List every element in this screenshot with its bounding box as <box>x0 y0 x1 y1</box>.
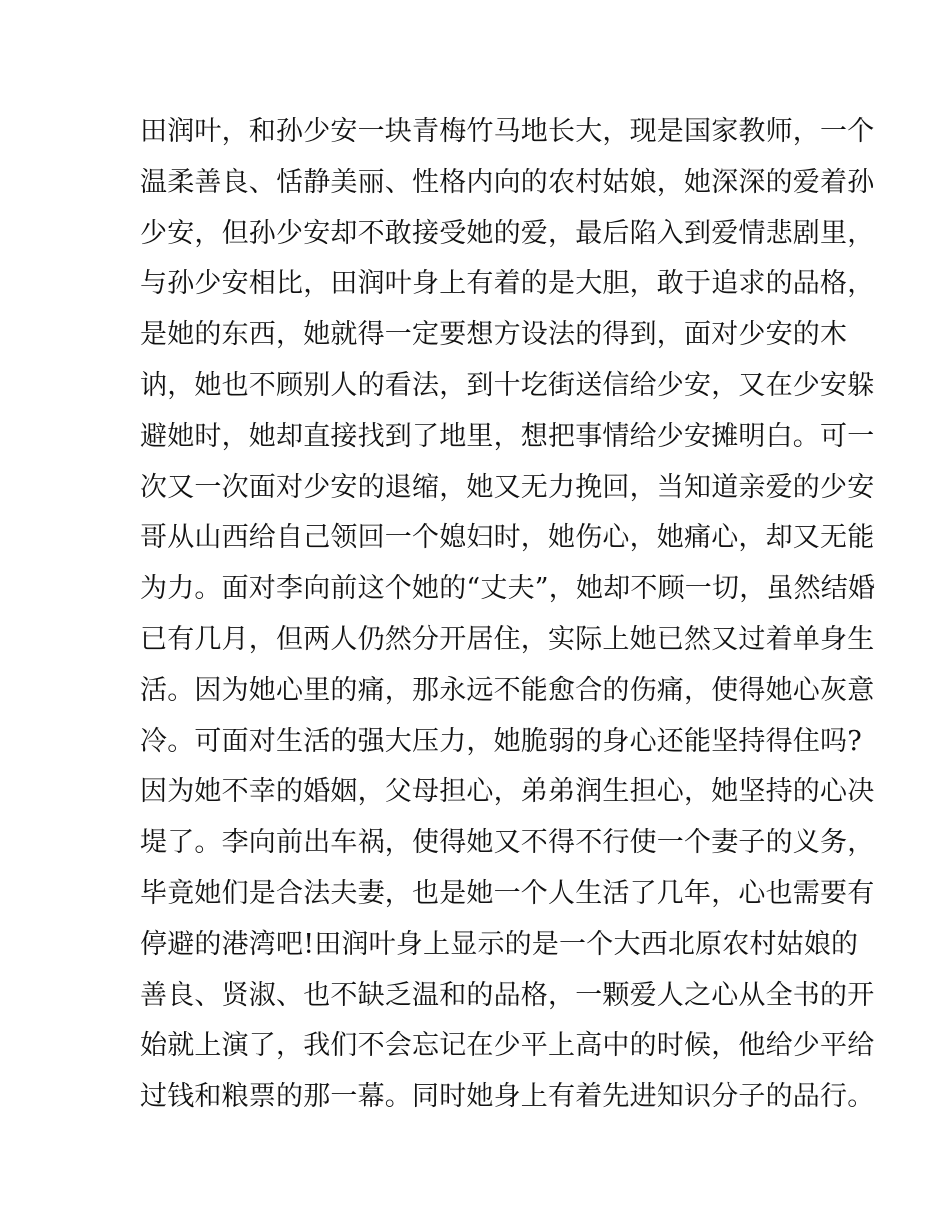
text-line-8: 次又一次面对少安的退缩，她又无力挽回，当知道亲爱的少安 <box>140 471 875 503</box>
text-line-20: 过钱和粮票的那一幕。同时她身上有着先进知识分子的品行。 <box>140 1081 875 1113</box>
text-line-14: 因为她不幸的婚姻，父母担心，弟弟润生担心，她坚持的心决 <box>140 776 875 808</box>
text-line-9: 哥从山西给自己领回一个媳妇时，她伤心，她痛心，却又无能 <box>140 522 875 554</box>
text-line-7: 避她时，她却直接找到了地里，想把事情给少安摊明白。可一 <box>140 420 875 452</box>
text-line-11: 已有几月，但两人仍然分开居住，实际上她已然又过着单身生 <box>140 623 875 655</box>
text-line-5: 是她的东西，她就得一定要想方设法的得到，面对少安的木 <box>140 319 848 351</box>
text-line-18: 善良、贤淑、也不缺乏温和的品格，一颗爱人之心从全书的开 <box>140 979 875 1011</box>
text-line-2: 温柔善良、恬静美丽、性格内向的农村姑娘，她深深的爱着孙 <box>140 166 875 198</box>
text-line-17: 停避的港湾吧!田润叶身上显示的是一个大西北原农村姑娘的 <box>140 928 859 960</box>
text-line-15: 堤了。李向前出车祸，使得她又不得不行使一个妻子的义务， <box>140 827 875 859</box>
text-line-19: 始就上演了，我们不会忘记在少平上高中的时候，他给少平给 <box>140 1030 875 1062</box>
text-line-10: 为力。面对李向前这个她的“丈夫”，她却不顾一切，虽然结婚 <box>140 573 876 605</box>
text-line-6: 讷，她也不顾别人的看法，到十圪街送信给少安，又在少安躲 <box>140 369 875 401</box>
text-line-16: 毕竟她们是合法夫妻，也是她一个人生活了几年，心也需要有 <box>140 877 875 909</box>
text-line-3: 少安，但孙少安却不敢接受她的爱，最后陷入到爱情悲剧里， <box>140 217 875 249</box>
body-paragraph <box>140 107 876 1123</box>
text-line-4: 与孙少安相比，田润叶身上有着的是大胆，敢于追求的品格， <box>140 268 875 300</box>
text-line-13: 冷。可面对生活的强大压力，她脆弱的身心还能坚持得住吗? <box>140 725 862 757</box>
text-line-12: 活。因为她心里的痛，那永远不能愈合的伤痛，使得她心灰意 <box>140 674 875 706</box>
text-line-1: 田润叶，和孙少安一块青梅竹马地长大，现是国家教师，一个 <box>140 116 875 147</box>
